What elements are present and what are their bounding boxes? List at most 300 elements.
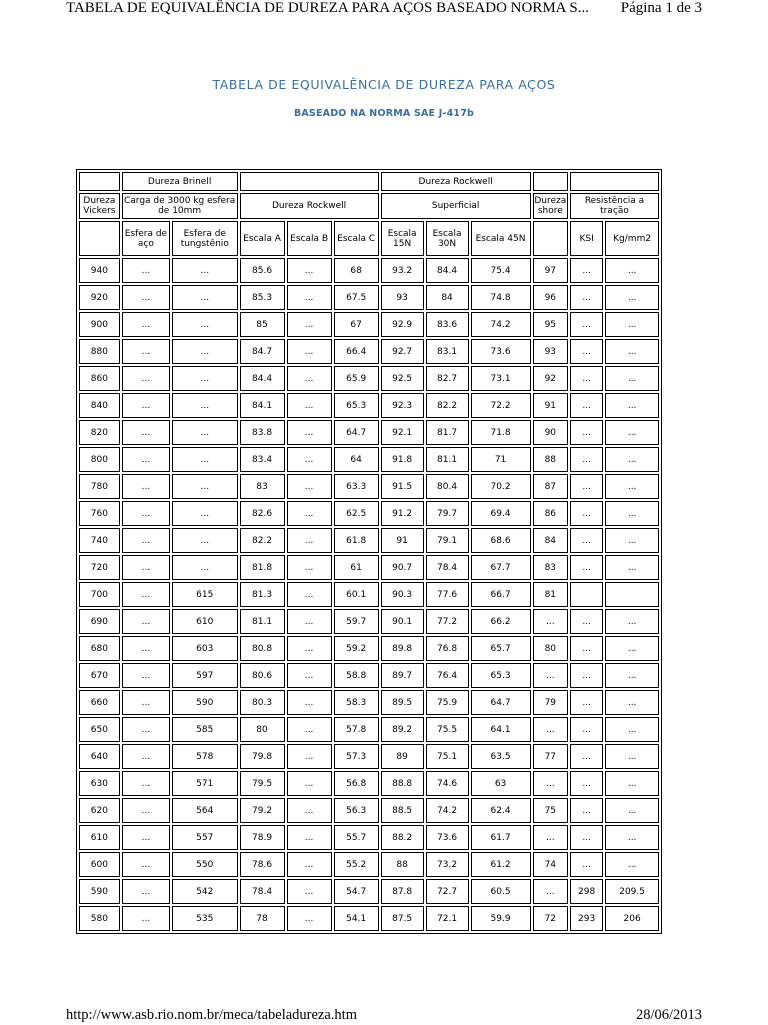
table-cell: 571 [172, 771, 237, 796]
table-cell: ... [605, 798, 659, 823]
table-cell: ... [122, 690, 170, 715]
header-col-tungsten-ball: Esfera de tungstênio [172, 221, 237, 256]
table-cell: 62.4 [471, 798, 531, 823]
table-cell: 79.8 [240, 744, 285, 769]
table-cell: ... [605, 393, 659, 418]
table-cell: 83.8 [240, 420, 285, 445]
table-cell: 72.1 [426, 906, 469, 931]
table-cell: 820 [79, 420, 120, 445]
table-cell: 96 [533, 285, 568, 310]
header-rockwell-scale: Dureza Rockwell [240, 193, 379, 219]
table-cell: 690 [79, 609, 120, 634]
table-cell: 740 [79, 528, 120, 553]
header-row-2 [79, 193, 659, 219]
table-cell: 76.8 [426, 636, 469, 661]
table-cell: ... [570, 717, 603, 742]
table-cell: 79 [533, 690, 568, 715]
header-cell [79, 172, 120, 191]
table-cell: 84 [533, 528, 568, 553]
table-cell: ... [605, 366, 659, 391]
table-cell: ... [570, 663, 603, 688]
table-cell: ... [570, 744, 603, 769]
table-cell: ... [287, 258, 332, 283]
table-cell: 67.5 [334, 285, 379, 310]
table-cell: ... [122, 501, 170, 526]
table-cell: 90.7 [381, 555, 424, 580]
table-cell: 80.4 [426, 474, 469, 499]
table-cell: 92.5 [381, 366, 424, 391]
table-cell: ... [570, 339, 603, 364]
table-cell: 81.3 [240, 582, 285, 607]
table-cell: 85.6 [240, 258, 285, 283]
table-cell: ... [122, 744, 170, 769]
table-cell: ... [122, 312, 170, 337]
table-cell: ... [172, 366, 237, 391]
table-cell: ... [122, 339, 170, 364]
table-cell: 71.8 [471, 420, 531, 445]
table-cell: 92.3 [381, 393, 424, 418]
table-cell: 640 [79, 744, 120, 769]
table-cell: ... [605, 420, 659, 445]
table-cell: 940 [79, 258, 120, 283]
table-cell: 61.2 [471, 852, 531, 877]
table-cell: ... [172, 339, 237, 364]
table-cell: 92 [533, 366, 568, 391]
table-cell: 80 [533, 636, 568, 661]
header-cell [570, 172, 659, 191]
table-cell: ... [287, 717, 332, 742]
table-cell: 73.1 [471, 366, 531, 391]
table-cell: 65.7 [471, 636, 531, 661]
table-cell: 90 [533, 420, 568, 445]
table-cell: 78.4 [240, 879, 285, 904]
table-cell: ... [533, 609, 568, 634]
table-cell: 76.4 [426, 663, 469, 688]
table-cell: 61 [334, 555, 379, 580]
header-col-scale-c: Escala C [334, 221, 379, 256]
table-cell: 700 [79, 582, 120, 607]
header-superficial: Superficial [381, 193, 531, 219]
table-cell: ... [605, 555, 659, 580]
table-cell: 72.7 [426, 879, 469, 904]
table-cell: ... [172, 501, 237, 526]
table-cell: ... [287, 339, 332, 364]
table-cell: ... [287, 447, 332, 472]
table-cell: 75.4 [471, 258, 531, 283]
table-cell: ... [605, 528, 659, 553]
table-cell: ... [122, 906, 170, 931]
header-tensile: Resistência a tração [570, 193, 659, 219]
table-cell: 65.3 [471, 663, 531, 688]
table-cell: ... [570, 636, 603, 661]
table-cell: 90.1 [381, 609, 424, 634]
table-cell: ... [287, 528, 332, 553]
table-cell: 87.8 [381, 879, 424, 904]
table-cell: 800 [79, 447, 120, 472]
table-cell: 75 [533, 798, 568, 823]
hardness-table [76, 169, 662, 934]
header-col-kgmm2: Kg/mm2 [605, 221, 659, 256]
table-cell: ... [570, 258, 603, 283]
table-cell: ... [122, 528, 170, 553]
table-cell: 92.9 [381, 312, 424, 337]
table-cell: 77 [533, 744, 568, 769]
table-cell: 900 [79, 312, 120, 337]
table-cell: ... [533, 663, 568, 688]
table-cell: 89.7 [381, 663, 424, 688]
header-col-scale-15n: Escala 15N [381, 221, 424, 256]
table-cell: 57.8 [334, 717, 379, 742]
table-cell: ... [605, 258, 659, 283]
table-cell: 79.7 [426, 501, 469, 526]
table-cell: ... [172, 447, 237, 472]
table-cell: 90.3 [381, 582, 424, 607]
table-cell: 780 [79, 474, 120, 499]
table-cell: 81.7 [426, 420, 469, 445]
table-row [79, 501, 659, 526]
header-shore: Dureza shore [533, 193, 568, 219]
table-cell: 89.8 [381, 636, 424, 661]
header-col-scale-a: Escala A [240, 221, 285, 256]
table-cell: 58.8 [334, 663, 379, 688]
table-cell: 65.9 [334, 366, 379, 391]
table-cell: ... [287, 798, 332, 823]
table-cell: 542 [172, 879, 237, 904]
table-cell: 880 [79, 339, 120, 364]
table-cell: ... [287, 582, 332, 607]
table-cell: 298 [570, 879, 603, 904]
table-cell: 93 [381, 285, 424, 310]
table-cell: ... [605, 609, 659, 634]
table-cell: 75.5 [426, 717, 469, 742]
table-cell: 60.5 [471, 879, 531, 904]
table-cell [605, 582, 659, 607]
table-cell: 82.6 [240, 501, 285, 526]
table-cell: 590 [79, 879, 120, 904]
table-cell: 59.7 [334, 609, 379, 634]
table-cell: 75.1 [426, 744, 469, 769]
table-cell: 564 [172, 798, 237, 823]
table-cell: 71 [471, 447, 531, 472]
header-cell [240, 172, 379, 191]
table-cell: ... [605, 825, 659, 850]
table-cell: 67.7 [471, 555, 531, 580]
table-cell: ... [287, 852, 332, 877]
table-cell: ... [122, 609, 170, 634]
table-cell: ... [570, 366, 603, 391]
table-cell: 63 [471, 771, 531, 796]
table-cell: 550 [172, 852, 237, 877]
table-cell: ... [533, 771, 568, 796]
table-cell: 83.6 [426, 312, 469, 337]
table-cell: ... [570, 528, 603, 553]
table-cell: 82.2 [426, 393, 469, 418]
table-row [79, 852, 659, 877]
table-cell: 59.9 [471, 906, 531, 931]
table-cell: 60.1 [334, 582, 379, 607]
table-cell: ... [122, 852, 170, 877]
table-cell: 85 [240, 312, 285, 337]
table-cell: 82.2 [240, 528, 285, 553]
table-cell: ... [570, 474, 603, 499]
table-cell: 91.8 [381, 447, 424, 472]
table-row [79, 420, 659, 445]
table-cell: ... [605, 285, 659, 310]
table-cell: 85.3 [240, 285, 285, 310]
table-cell: 80.8 [240, 636, 285, 661]
table-cell: ... [122, 258, 170, 283]
table-cell: 84.7 [240, 339, 285, 364]
table-row [79, 825, 659, 850]
table-cell: 83 [533, 555, 568, 580]
table-row [79, 771, 659, 796]
table-cell: 660 [79, 690, 120, 715]
table-cell: 610 [172, 609, 237, 634]
table-cell: 66.2 [471, 609, 531, 634]
table-cell: 78.4 [426, 555, 469, 580]
table-cell: 580 [79, 906, 120, 931]
table-cell: ... [570, 555, 603, 580]
table-cell: ... [287, 555, 332, 580]
table-cell: 67 [334, 312, 379, 337]
print-footer [66, 1007, 702, 1025]
table-cell: ... [122, 771, 170, 796]
table-cell: ... [570, 771, 603, 796]
table-cell: ... [605, 339, 659, 364]
table-cell: ... [605, 744, 659, 769]
table-cell: 80 [240, 717, 285, 742]
table-cell: 88 [533, 447, 568, 472]
table-cell: 64.7 [471, 690, 531, 715]
table-cell: 615 [172, 582, 237, 607]
table-cell: ... [605, 771, 659, 796]
table-cell: 74.2 [471, 312, 531, 337]
table-cell: ... [172, 312, 237, 337]
table-cell: 650 [79, 717, 120, 742]
table-cell: 72 [533, 906, 568, 931]
table-cell: 630 [79, 771, 120, 796]
table-cell: 79.2 [240, 798, 285, 823]
table-cell: ... [605, 690, 659, 715]
table-cell: ... [287, 663, 332, 688]
table-cell: 66.7 [471, 582, 531, 607]
table-cell: ... [122, 582, 170, 607]
table-cell: 55.7 [334, 825, 379, 850]
table-cell: ... [605, 663, 659, 688]
table-cell: ... [605, 312, 659, 337]
table-row [79, 663, 659, 688]
table-cell [570, 582, 603, 607]
table-cell: ... [287, 285, 332, 310]
table-cell: 597 [172, 663, 237, 688]
table-cell: 83.4 [240, 447, 285, 472]
table-cell: 89.5 [381, 690, 424, 715]
table-cell: ... [533, 825, 568, 850]
table-cell: ... [172, 555, 237, 580]
table-cell: ... [570, 420, 603, 445]
table-cell: 585 [172, 717, 237, 742]
table-row [79, 285, 659, 310]
table-cell: 62.5 [334, 501, 379, 526]
table-cell: 81.1 [426, 447, 469, 472]
table-cell: ... [287, 474, 332, 499]
table-row [79, 258, 659, 283]
table-cell: ... [172, 258, 237, 283]
table-cell: ... [570, 393, 603, 418]
table-cell: ... [122, 879, 170, 904]
table-cell: ... [570, 609, 603, 634]
table-cell: 88.2 [381, 825, 424, 850]
table-cell: ... [122, 285, 170, 310]
table-cell: ... [172, 285, 237, 310]
table-cell: ... [172, 474, 237, 499]
table-row [79, 393, 659, 418]
table-cell: 55.2 [334, 852, 379, 877]
table-cell: 620 [79, 798, 120, 823]
header-col-scale-30n: Escala 30N [426, 221, 469, 256]
table-cell: 92.7 [381, 339, 424, 364]
table-cell: ... [287, 825, 332, 850]
table-cell: 84 [426, 285, 469, 310]
table-cell: 84.4 [240, 366, 285, 391]
table-cell: 535 [172, 906, 237, 931]
print-header-title: TABELA DE EQUIVALÊNCIA DE DUREZA PARA AÇOS BASEADO NORMA S... [66, 0, 590, 16]
table-cell: 81 [533, 582, 568, 607]
table-row [79, 636, 659, 661]
table-cell: 54.1 [334, 906, 379, 931]
table-cell: 79.1 [426, 528, 469, 553]
table-cell: 91.2 [381, 501, 424, 526]
table-cell: 68 [334, 258, 379, 283]
table-row [79, 609, 659, 634]
table-cell: 97 [533, 258, 568, 283]
table-cell: 93 [533, 339, 568, 364]
table-cell: 93.2 [381, 258, 424, 283]
table-row [79, 879, 659, 904]
table-cell: 590 [172, 690, 237, 715]
table-cell: ... [605, 852, 659, 877]
table-cell: ... [122, 420, 170, 445]
table-cell: 56.3 [334, 798, 379, 823]
table-row [79, 717, 659, 742]
table-row [79, 555, 659, 580]
table-cell: 293 [570, 906, 603, 931]
header-col-shore [533, 221, 568, 256]
table-cell: 83.1 [426, 339, 469, 364]
table-cell: 557 [172, 825, 237, 850]
table-cell: 680 [79, 636, 120, 661]
table-cell: ... [287, 366, 332, 391]
table-cell: 80.6 [240, 663, 285, 688]
header-row-1 [79, 172, 659, 191]
table-cell: 84.1 [240, 393, 285, 418]
table-cell: ... [570, 852, 603, 877]
table-cell: 64.7 [334, 420, 379, 445]
header-rockwell: Dureza Rockwell [381, 172, 531, 191]
table-cell: ... [287, 501, 332, 526]
table-cell: 82.7 [426, 366, 469, 391]
table-cell: 91 [533, 393, 568, 418]
table-cell: 600 [79, 852, 120, 877]
table-cell: 77.6 [426, 582, 469, 607]
table-cell: ... [570, 501, 603, 526]
table-cell: 74.6 [426, 771, 469, 796]
footer-url: http://www.asb.rio.nom.br/meca/tabeladureza.htm [66, 1007, 357, 1023]
table-cell: ... [605, 474, 659, 499]
header-vickers: Dureza Vickers [79, 193, 120, 219]
table-cell: 760 [79, 501, 120, 526]
table-cell: ... [122, 447, 170, 472]
table-cell: ... [172, 420, 237, 445]
table-cell: 80.3 [240, 690, 285, 715]
table-cell: 81.1 [240, 609, 285, 634]
table-cell: ... [172, 528, 237, 553]
table-cell: 54.7 [334, 879, 379, 904]
table-cell: 73.6 [471, 339, 531, 364]
header-col-steel-ball: Esfera de aço [122, 221, 170, 256]
table-cell: ... [570, 447, 603, 472]
footer-date: 28/06/2013 [635, 1007, 702, 1023]
table-cell: 83 [240, 474, 285, 499]
header-brinell: Dureza Brinell [122, 172, 238, 191]
table-cell: 89.2 [381, 717, 424, 742]
header-cell [533, 172, 568, 191]
table-cell: 578 [172, 744, 237, 769]
table-cell: 206 [605, 906, 659, 931]
table-cell: 920 [79, 285, 120, 310]
header-row-3 [79, 221, 659, 256]
page-number: Página 1 de 3 [620, 0, 702, 16]
table-cell: 74.2 [426, 798, 469, 823]
table-cell: ... [287, 690, 332, 715]
table-cell: ... [122, 825, 170, 850]
table-cell: 61.7 [471, 825, 531, 850]
table-cell: 91.5 [381, 474, 424, 499]
table-cell: ... [287, 312, 332, 337]
table-cell: ... [605, 717, 659, 742]
table-cell: 77.2 [426, 609, 469, 634]
table-cell: 87 [533, 474, 568, 499]
table-cell: 88 [381, 852, 424, 877]
table-cell: 64 [334, 447, 379, 472]
table-row [79, 447, 659, 472]
table-row [79, 798, 659, 823]
table-cell: ... [172, 393, 237, 418]
print-header [66, 0, 702, 20]
table-cell: 65.3 [334, 393, 379, 418]
table-cell: 59.2 [334, 636, 379, 661]
table-cell: ... [287, 771, 332, 796]
table-cell: ... [122, 798, 170, 823]
header-brinell-load: Carga de 3000 kg esfera de 10mm [122, 193, 238, 219]
table-cell: 78 [240, 906, 285, 931]
table-cell: 63.5 [471, 744, 531, 769]
table-cell: 69.4 [471, 501, 531, 526]
table-cell: ... [122, 555, 170, 580]
table-cell: ... [570, 312, 603, 337]
table-cell: 84.4 [426, 258, 469, 283]
table-cell: 78.9 [240, 825, 285, 850]
table-row [79, 339, 659, 364]
table-cell: 670 [79, 663, 120, 688]
table-row [79, 582, 659, 607]
table-cell: ... [122, 663, 170, 688]
table-cell: ... [122, 636, 170, 661]
table-cell: ... [287, 879, 332, 904]
table-cell: 56.8 [334, 771, 379, 796]
table-cell: 70.2 [471, 474, 531, 499]
table-cell: 88.8 [381, 771, 424, 796]
